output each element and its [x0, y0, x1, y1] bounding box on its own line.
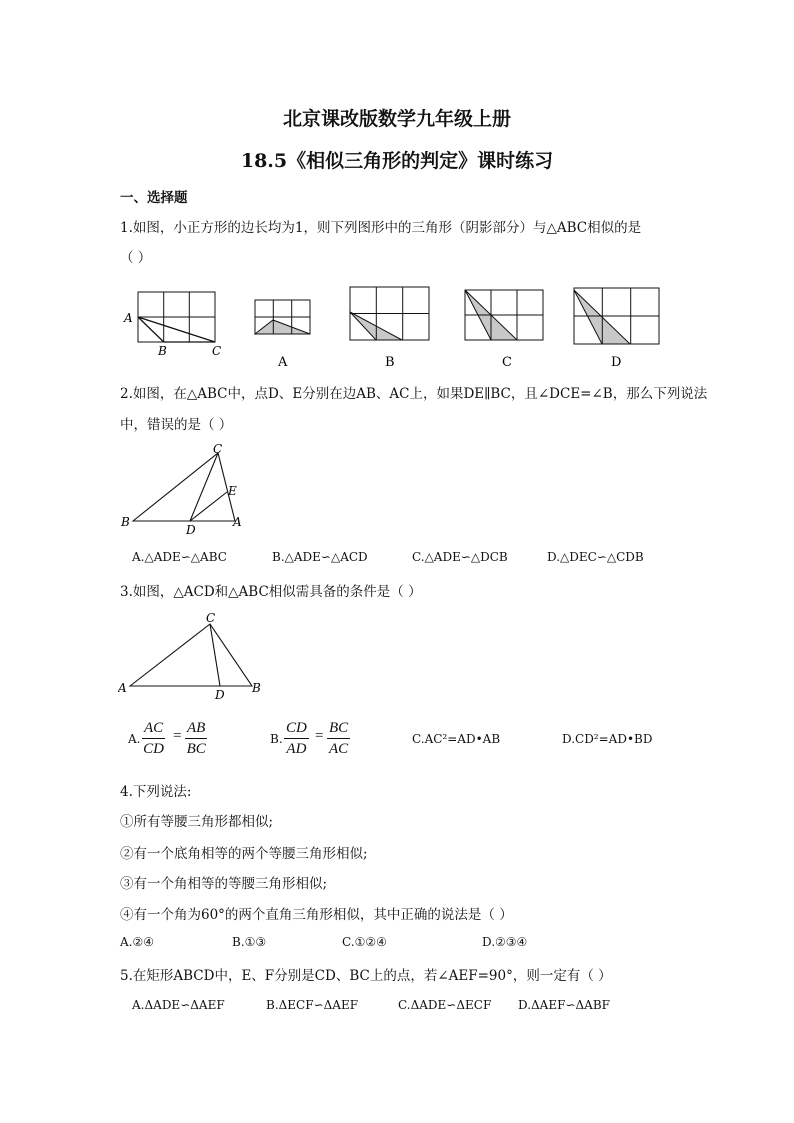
q1-figure-b: [350, 287, 429, 340]
q2-label-d: D: [186, 523, 196, 537]
q2-option-a: A.△ADE∽△ABC: [132, 550, 227, 564]
q2-label-c: C: [213, 442, 223, 456]
q1-figures: [118, 282, 678, 374]
q1-label-c: C: [212, 344, 222, 358]
section-heading: 一、选择题: [120, 190, 188, 206]
q2-option-b: B.△ADE∽△ACD: [272, 550, 368, 564]
q3-figure: [118, 608, 268, 700]
q5-option-b: B.ΔECF∽ΔAEF: [266, 998, 359, 1012]
q4-statement-4: ④有一个角为60°的两个直角三角形相似，其中正确的说法是（ ）: [120, 907, 513, 923]
q1-figure-c: [465, 290, 543, 340]
q3-label-b: B: [252, 681, 261, 695]
q3-option-c: C.AC²=AD•AB: [412, 732, 501, 746]
q3-option-a-prefix: A.: [128, 732, 141, 746]
q1-figure-d: [574, 288, 659, 344]
q4-statement-2: ②有一个底角相等的两个等腰三角形相似;: [120, 846, 368, 862]
q5-option-a: A.ΔADE∽ΔAEF: [132, 998, 225, 1012]
page-title: 北京课改版数学九年级上册: [282, 108, 511, 130]
q4-text: 4.下列说法:: [120, 784, 192, 800]
q2-figure: [118, 442, 258, 538]
q3-option-a-eq: =: [173, 728, 182, 744]
q3-option-d: D.CD²=AD•BD: [562, 732, 653, 746]
q3-option-a-frac2: $\frac{AB}{BC}$: [186, 720, 206, 757]
q3-label-d: D: [215, 688, 225, 700]
q1-answer-paren: （ ）: [120, 250, 152, 266]
q3-text: 3.如图，△ACD和△ABC相似需具备的条件是（ ）: [120, 584, 422, 600]
q3-option-b-frac1: $\frac{CD}{AD}$: [286, 720, 307, 757]
q5-option-c: C.ΔADE∽ΔECF: [398, 998, 492, 1012]
q4-option-d: D.②③④: [482, 935, 528, 949]
q3-option-a-frac1: $\frac{AC}{CD}$: [143, 720, 164, 757]
q2-option-c: C.△ADE∽△DCB: [412, 550, 508, 564]
q4-statement-3: ③有一个角相等的等腰三角形相似;: [120, 876, 328, 892]
q2-option-d: D.△DEC∽△CDB: [547, 550, 644, 564]
q2-text-line2: 中，错误的是（ ）: [120, 417, 233, 433]
q2-label-a: A: [233, 515, 242, 529]
q4-option-b: B.①③: [232, 935, 267, 949]
q5-text: 5.在矩形ABCD中，E、F分别是CD、BC上的点，若∠AEF=90°，则一定有（ ）: [120, 968, 612, 984]
q4-statement-1: ①所有等腰三角形都相似;: [120, 814, 274, 830]
q2-label-e: E: [228, 484, 237, 498]
q1-option-a: A: [278, 355, 288, 370]
q3-option-b-eq: =: [315, 728, 324, 744]
q5-option-d: D.ΔAEF∽ΔABF: [518, 998, 610, 1012]
q3-option-b-prefix: B.: [270, 732, 283, 746]
q3-label-a: A: [118, 681, 127, 695]
q1-option-b: B: [385, 355, 395, 370]
q3-label-c: C: [206, 611, 216, 625]
q1-figure-original: [138, 292, 215, 342]
q2-label-b: B: [121, 515, 130, 529]
q1-option-d: D: [611, 355, 622, 370]
q1-label-a: A: [124, 311, 133, 325]
q1-label-b: B: [158, 344, 167, 358]
q3-option-b-frac2: $\frac{BC}{AC}$: [329, 720, 349, 757]
q4-option-c: C.①②④: [342, 935, 387, 949]
page-subtitle: 18.5《相似三角形的判定》课时练习: [240, 150, 554, 172]
q4-option-a: A.②④: [120, 935, 154, 949]
q1-figure-a: [255, 300, 310, 334]
q1-text: 1.如图，小正方形的边长均为1，则下列图形中的三角形（阴影部分）与△ABC相似的是: [120, 220, 642, 236]
q1-option-c: C: [502, 355, 512, 370]
q2-text-line1: 2.如图，在△ABC中，点D、E分别在边AB、AC上，如果DE∥BC，且∠DCE=∠B，那么下列说法: [120, 386, 708, 402]
